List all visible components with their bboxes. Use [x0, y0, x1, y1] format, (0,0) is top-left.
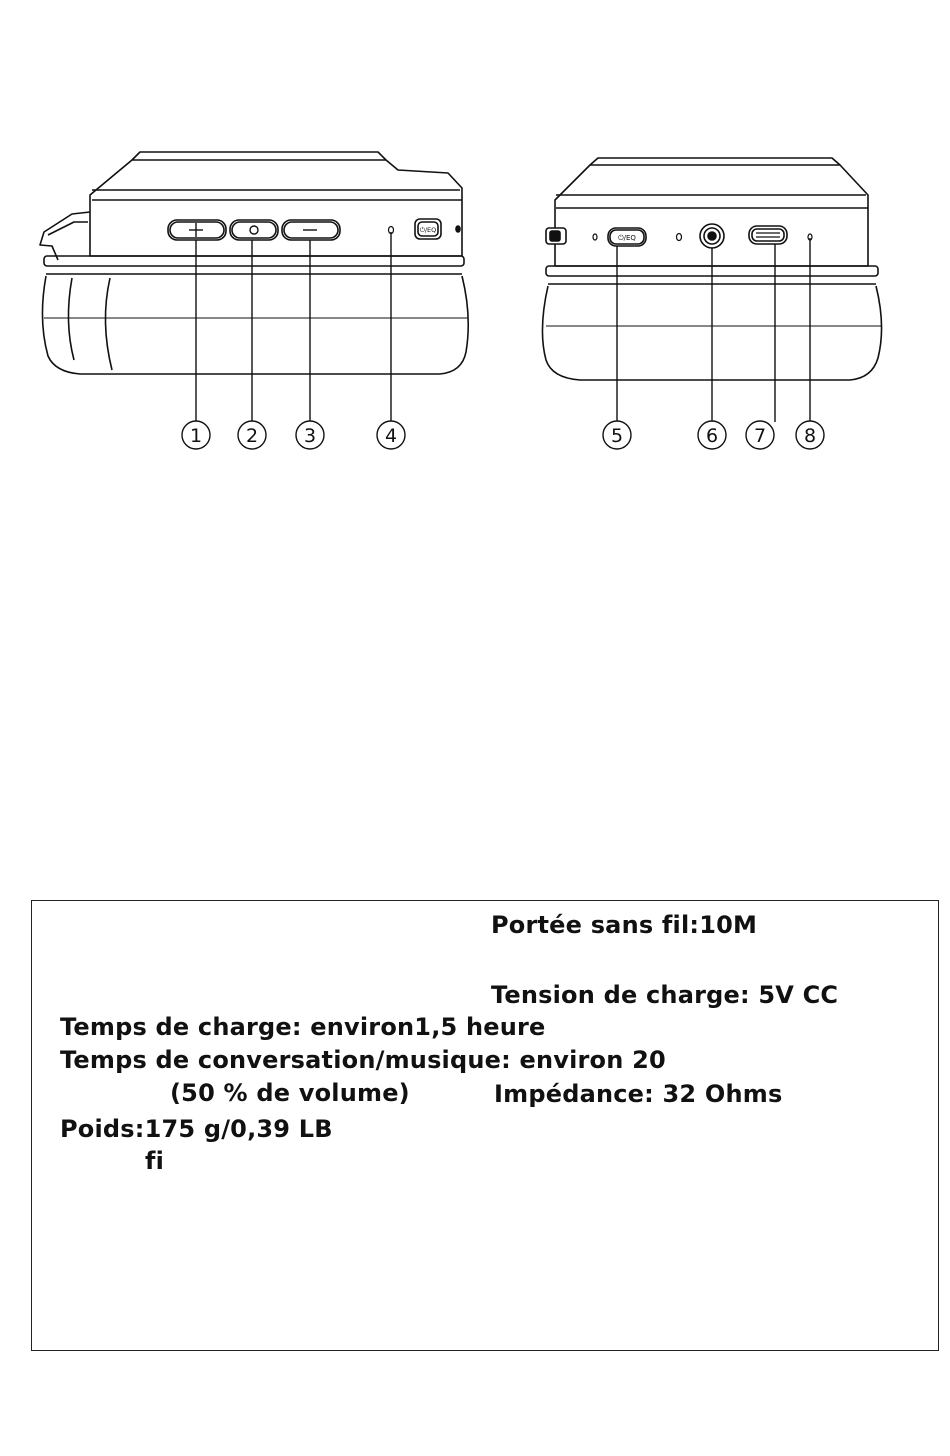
spec-extra: fi	[145, 1147, 165, 1175]
callout-5: 5	[610, 425, 624, 447]
headphone-diagram	[0, 0, 950, 480]
specifications-box	[31, 900, 939, 1351]
spec-weight: Poids:175 g/0,39 LB	[60, 1115, 333, 1143]
callout-4: 4	[384, 425, 398, 447]
eq-switch-label-left: ⏻/EQ	[419, 226, 437, 234]
right-earcup	[542, 158, 882, 422]
spec-talk-time: Temps de conversation/musique: environ 20	[60, 1046, 666, 1074]
spec-impedance: Impédance: 32 Ohms	[494, 1080, 783, 1108]
callout-1: 1	[189, 425, 203, 447]
callout-2: 2	[245, 425, 259, 447]
spec-volume-note: (50 % de volume)	[170, 1079, 410, 1107]
spec-range: Portée sans fil:10M	[491, 911, 758, 939]
spec-charge-time: Temps de charge: environ1,5 heure	[60, 1013, 546, 1041]
callout-7: 7	[753, 425, 767, 447]
eq-switch-label-right: ⏻/EQ	[618, 234, 636, 242]
callout-3: 3	[303, 425, 317, 447]
callout-8: 8	[803, 425, 817, 447]
spec-voltage: Tension de charge: 5V CC	[491, 981, 839, 1009]
left-earcup	[40, 152, 468, 422]
callout-6: 6	[705, 425, 719, 447]
